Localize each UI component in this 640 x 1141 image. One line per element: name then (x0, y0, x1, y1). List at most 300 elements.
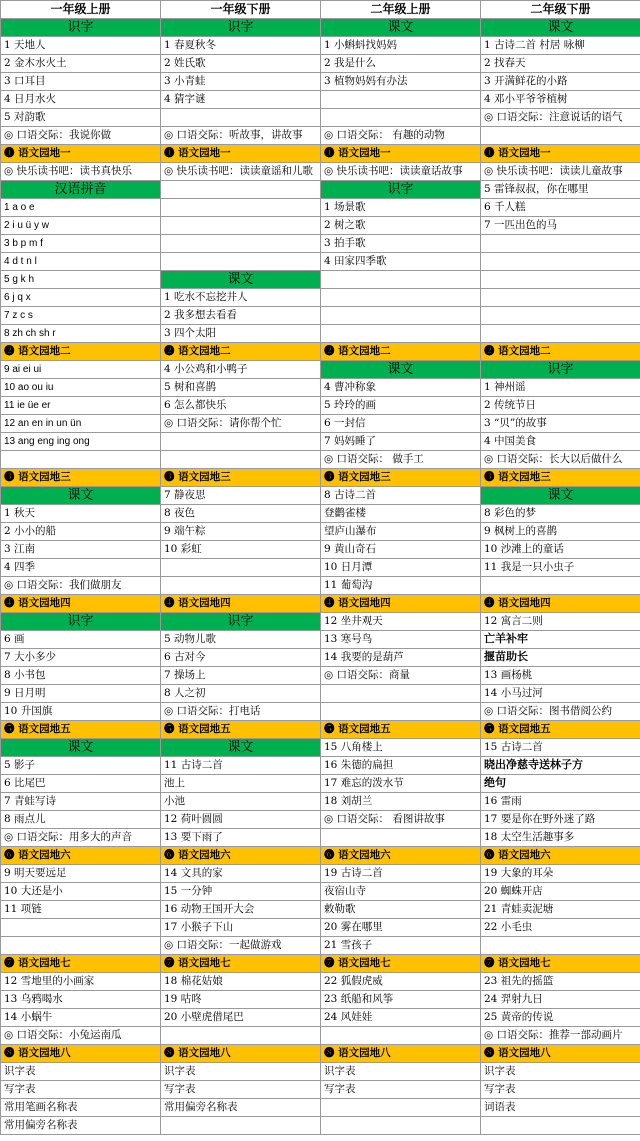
table-cell: 1 秋天 (1, 505, 161, 523)
table-cell: 25 黄帝的传说 (481, 1009, 640, 1027)
table-cell: 3 “贝”的故事 (481, 415, 640, 433)
table-cell: 6 古对今 (161, 649, 321, 667)
table-cell: 20 蜘蛛开店 (481, 883, 640, 901)
table-cell: 9 黄山奇石 (321, 541, 481, 559)
table-cell: 7 大小多少 (1, 649, 161, 667)
table-cell: 4 邓小平爷爷植树 (481, 91, 640, 109)
unit-garden-cell: ❼ 语文园地七 (161, 955, 321, 973)
table-cell: 识字表 (481, 1063, 640, 1081)
table-cell: 9 ai ei ui (1, 361, 161, 379)
table-cell: 9 枫树上的喜鹊 (481, 523, 640, 541)
table-cell: 11 项链 (1, 901, 161, 919)
table-cell (321, 289, 481, 307)
table-cell: ◎ 口语交际：小兔运南瓜 (1, 1027, 161, 1045)
table-row (1, 379, 640, 397)
table-row (1, 433, 640, 451)
table-cell: 23 纸船和风筝 (321, 991, 481, 1009)
table-row (1, 559, 640, 577)
section-header-cell: 识字 (321, 181, 481, 199)
table-cell: 1 神州谣 (481, 379, 640, 397)
unit-garden-cell: ❹ 语文园地四 (161, 595, 321, 613)
table-cell: 6 画 (1, 631, 161, 649)
table-cell: 写字表 (481, 1081, 640, 1099)
unit-garden-cell: ❷ 语文园地二 (161, 343, 321, 361)
unit-garden-cell: ❸ 语文园地三 (161, 469, 321, 487)
table-cell: 2 金木水火土 (1, 55, 161, 73)
table-row (1, 1027, 640, 1045)
table-cell: 14 文具的家 (161, 865, 321, 883)
table-row (1, 775, 640, 793)
table-row (1, 145, 640, 163)
table-cell (321, 1027, 481, 1045)
table-row (1, 865, 640, 883)
table-cell: 揠苗助长 (481, 649, 640, 667)
table-body (1, 1, 640, 1135)
unit-garden-cell: ❼ 语文园地七 (481, 955, 640, 973)
column-header: 一年级上册 (1, 1, 161, 19)
table-cell: 11 ie üe er (1, 397, 161, 415)
table-cell (321, 271, 481, 289)
table-cell: 16 动物王国开大会 (161, 901, 321, 919)
table-cell: 夜宿山寺 (321, 883, 481, 901)
table-cell (481, 937, 640, 955)
table-cell: 10 大还是小 (1, 883, 161, 901)
table-row (1, 685, 640, 703)
table-cell: 10 彩虹 (161, 541, 321, 559)
table-cell: 4 四季 (1, 559, 161, 577)
column-header: 一年级下册 (161, 1, 321, 19)
table-cell: 18 棉花姑娘 (161, 973, 321, 991)
table-cell: 3 b p m f (1, 235, 161, 253)
table-cell: 8 雨点儿 (1, 811, 161, 829)
section-header-cell: 识字 (1, 19, 161, 37)
table-cell: 词语表 (481, 1099, 640, 1117)
table-cell (481, 577, 640, 595)
table-cell: 7 z c s (1, 307, 161, 325)
table-row (1, 163, 640, 181)
table-cell: 16 朱德的扁担 (321, 757, 481, 775)
table-row (1, 55, 640, 73)
table-cell: 5 玲玲的画 (321, 397, 481, 415)
table-cell: ◎ 口语交际：注意说话的语气 (481, 109, 640, 127)
table-row (1, 595, 640, 613)
table-cell: 2 找春天 (481, 55, 640, 73)
table-row (1, 523, 640, 541)
table-cell: ◎ 口语交际：商量 (321, 667, 481, 685)
table-cell: 4 猜字谜 (161, 91, 321, 109)
table-cell: 写字表 (321, 1081, 481, 1099)
table-row (1, 325, 640, 343)
table-cell (161, 235, 321, 253)
table-cell: 14 我要的是葫芦 (321, 649, 481, 667)
table-row (1, 1063, 640, 1081)
unit-garden-cell: ❸ 语文园地三 (481, 469, 640, 487)
table-cell: 6 怎么都快乐 (161, 397, 321, 415)
table-cell: 3 四个太阳 (161, 325, 321, 343)
table-cell (1, 451, 161, 469)
table-cell: 5 g k h (1, 271, 161, 289)
table-cell: 1 春夏秋冬 (161, 37, 321, 55)
table-cell: 6 比尾巴 (1, 775, 161, 793)
table-cell: 1 天地人 (1, 37, 161, 55)
table-cell: 23 祖先的摇篮 (481, 973, 640, 991)
section-header-cell: 课文 (1, 487, 161, 505)
table-cell: 6 一封信 (321, 415, 481, 433)
table-cell: ◎ 快乐读书吧：读书真快乐 (1, 163, 161, 181)
table-cell: 池上 (161, 775, 321, 793)
table-cell: 15 八角楼上 (321, 739, 481, 757)
unit-garden-cell: ❷ 语文园地二 (481, 343, 640, 361)
table-row (1, 271, 640, 289)
table-cell: 4 中国美食 (481, 433, 640, 451)
table-cell: 常用偏旁名称表 (161, 1099, 321, 1117)
table-cell (481, 127, 640, 145)
table-cell (321, 703, 481, 721)
table-row (1, 721, 640, 739)
table-row (1, 109, 640, 127)
table-cell (161, 217, 321, 235)
table-row (1, 667, 640, 685)
table-row (1, 883, 640, 901)
table-row (1, 451, 640, 469)
table-row (1, 1081, 640, 1099)
table-cell: 13 寒号鸟 (321, 631, 481, 649)
table-row (1, 757, 640, 775)
section-header-cell: 课文 (161, 739, 321, 757)
unit-garden-cell: ❺ 语文园地五 (321, 721, 481, 739)
table-cell (1, 919, 161, 937)
section-header-cell: 汉语拼音 (1, 181, 161, 199)
table-row (1, 415, 640, 433)
table-cell: 24 羿射九日 (481, 991, 640, 1009)
table-row (1, 739, 640, 757)
table-cell: 5 对韵歌 (1, 109, 161, 127)
table-row (1, 919, 640, 937)
table-cell: 5 影子 (1, 757, 161, 775)
table-cell: 写字表 (161, 1081, 321, 1099)
table-cell: 22 小毛虫 (481, 919, 640, 937)
table-row (1, 829, 640, 847)
table-cell (481, 271, 640, 289)
table-row (1, 361, 640, 379)
table-cell (321, 829, 481, 847)
table-row (1, 127, 640, 145)
table-cell: 敕勒歌 (321, 901, 481, 919)
unit-garden-cell: ❶ 语文园地一 (161, 145, 321, 163)
section-header-cell: 识字 (161, 19, 321, 37)
table-cell: 绝句 (481, 775, 640, 793)
table-cell: 21 青蛙卖泥塘 (481, 901, 640, 919)
table-cell: 2 传统节日 (481, 397, 640, 415)
table-cell (161, 181, 321, 199)
table-cell (321, 1117, 481, 1135)
table-cell: 望庐山瀑布 (321, 523, 481, 541)
table-cell (481, 235, 640, 253)
table-cell: 13 ang eng ing ong (1, 433, 161, 451)
table-row (1, 505, 640, 523)
table-cell: 16 雷雨 (481, 793, 640, 811)
unit-garden-cell: ❷ 语文园地二 (1, 343, 161, 361)
table-cell (321, 1099, 481, 1117)
table-cell: 12 an en in un ün (1, 415, 161, 433)
unit-garden-cell: ❶ 语文园地一 (1, 145, 161, 163)
unit-garden-cell: ❹ 语文园地四 (321, 595, 481, 613)
table-cell: 12 雪地里的小画家 (1, 973, 161, 991)
table-cell (161, 433, 321, 451)
table-cell: 15 古诗二首 (481, 739, 640, 757)
table-cell: 识字表 (321, 1063, 481, 1081)
table-cell: 2 姓氏歌 (161, 55, 321, 73)
table-cell: 4 田家四季歌 (321, 253, 481, 271)
table-cell: 8 人之初 (161, 685, 321, 703)
table-cell: 19 大象的耳朵 (481, 865, 640, 883)
table-cell (321, 307, 481, 325)
table-cell: ◎ 口语交际：长大以后做什么 (481, 451, 640, 469)
table-row (1, 73, 640, 91)
table-cell: 登鹳雀楼 (321, 505, 481, 523)
table-cell: 9 日月明 (1, 685, 161, 703)
unit-garden-cell: ❶ 语文园地一 (481, 145, 640, 163)
table-row (1, 289, 640, 307)
table-cell: 22 狐假虎威 (321, 973, 481, 991)
table-cell (161, 1117, 321, 1135)
table-row (1, 397, 640, 415)
table-cell (481, 325, 640, 343)
unit-garden-cell: ❼ 语文园地七 (321, 955, 481, 973)
section-header-cell: 识字 (481, 361, 640, 379)
unit-garden-cell: ❺ 语文园地五 (481, 721, 640, 739)
table-cell: 4 d t n l (1, 253, 161, 271)
table-cell: 19 古诗二首 (321, 865, 481, 883)
unit-garden-cell: ❽ 语文园地八 (1, 1045, 161, 1063)
unit-garden-cell: ❽ 语文园地八 (481, 1045, 640, 1063)
table-cell: 15 一分钟 (161, 883, 321, 901)
table-cell: 4 小公鸡和小鸭子 (161, 361, 321, 379)
table-row (1, 91, 640, 109)
table-cell: 写字表 (1, 1081, 161, 1099)
table-row (1, 955, 640, 973)
table-cell: ◎ 口语交际：我说你做 (1, 127, 161, 145)
table-row (1, 1117, 640, 1135)
table-cell: 7 操场上 (161, 667, 321, 685)
table-cell: 19 咕咚 (161, 991, 321, 1009)
table-cell: 识字表 (161, 1063, 321, 1081)
table-row (1, 235, 640, 253)
table-cell: 18 太空生活趣事多 (481, 829, 640, 847)
table-cell (161, 559, 321, 577)
unit-garden-cell: ❷ 语文园地二 (321, 343, 481, 361)
table-cell: ◎ 口语交际：用多大的声音 (1, 829, 161, 847)
table-cell: ◎ 口语交际： 有趣的动物 (321, 127, 481, 145)
table-cell: 10 升国旗 (1, 703, 161, 721)
unit-garden-cell: ❺ 语文园地五 (1, 721, 161, 739)
table-row (1, 1045, 640, 1063)
unit-garden-cell: ❽ 语文园地八 (321, 1045, 481, 1063)
table-cell: 2 小小的船 (1, 523, 161, 541)
table-cell: 识字表 (1, 1063, 161, 1081)
table-cell: 1 a o e (1, 199, 161, 217)
table-cell: 9 端午粽 (161, 523, 321, 541)
table-cell: 9 明天要远足 (1, 865, 161, 883)
section-header-cell: 课文 (321, 19, 481, 37)
table-row (1, 217, 640, 235)
table-cell: 亡羊补牢 (481, 631, 640, 649)
table-cell (1, 937, 161, 955)
table-row (1, 631, 640, 649)
table-cell: 18 刘胡兰 (321, 793, 481, 811)
table-cell: 11 葡萄沟 (321, 577, 481, 595)
table-cell: 6 千人糕 (481, 199, 640, 217)
table-cell (481, 1117, 640, 1135)
table-cell: ◎ 快乐读书吧：读读童话故事 (321, 163, 481, 181)
table-row (1, 991, 640, 1009)
table-row (1, 19, 640, 37)
table-row (1, 901, 640, 919)
table-cell: 3 小青蛙 (161, 73, 321, 91)
table-cell: 4 日月水火 (1, 91, 161, 109)
column-header: 二年级上册 (321, 1, 481, 19)
table-cell: 3 拍手歌 (321, 235, 481, 253)
table-cell: 24 风娃娃 (321, 1009, 481, 1027)
table-cell: 11 古诗二首 (161, 757, 321, 775)
table-cell: 3 植物妈妈有办法 (321, 73, 481, 91)
table-cell: 17 难忘的泼水节 (321, 775, 481, 793)
table-cell: 7 妈妈睡了 (321, 433, 481, 451)
table-cell: 12 坐井观天 (321, 613, 481, 631)
table-cell: 13 乌鸦喝水 (1, 991, 161, 1009)
table-cell: 10 ao ou iu (1, 379, 161, 397)
table-cell: 7 静夜思 (161, 487, 321, 505)
table-cell: 2 i u ü y w (1, 217, 161, 235)
unit-garden-cell: ❹ 语文园地四 (481, 595, 640, 613)
table-cell: 2 我多想去看看 (161, 307, 321, 325)
table-row (1, 343, 640, 361)
table-cell: 13 要下雨了 (161, 829, 321, 847)
table-cell (161, 253, 321, 271)
table-cell: 21 雪孩子 (321, 937, 481, 955)
table-cell: 20 小壁虎借尾巴 (161, 1009, 321, 1027)
table-cell: ◎ 口语交际：打电话 (161, 703, 321, 721)
table-cell: 20 雾在哪里 (321, 919, 481, 937)
unit-garden-cell: ❽ 语文园地八 (161, 1045, 321, 1063)
table-cell: 14 小马过河 (481, 685, 640, 703)
table-row (1, 199, 640, 217)
table-row (1, 1009, 640, 1027)
section-header-cell: 课文 (321, 361, 481, 379)
unit-garden-cell: ❶ 语文园地一 (321, 145, 481, 163)
unit-garden-cell: ❻ 语文园地六 (161, 847, 321, 865)
table-cell: 常用笔画名称表 (1, 1099, 161, 1117)
table-cell (481, 307, 640, 325)
header-row (1, 1, 640, 19)
table-cell: 17 小猴子下山 (161, 919, 321, 937)
section-header-cell: 识字 (161, 613, 321, 631)
table-cell: 3 口耳目 (1, 73, 161, 91)
unit-garden-cell: ❻ 语文园地六 (1, 847, 161, 865)
table-row (1, 469, 640, 487)
table-cell: ◎ 口语交际：图书借阅公约 (481, 703, 640, 721)
table-cell: 2 树之歌 (321, 217, 481, 235)
table-cell: 7 青蛙写诗 (1, 793, 161, 811)
table-cell: 17 要是你在野外迷了路 (481, 811, 640, 829)
table-row (1, 703, 640, 721)
table-cell (321, 91, 481, 109)
table-cell (481, 289, 640, 307)
table-cell: 7 一匹出色的马 (481, 217, 640, 235)
table-cell: 小池 (161, 793, 321, 811)
table-cell: 1 古诗二首 村居 咏柳 (481, 37, 640, 55)
table-cell: 6 j q x (1, 289, 161, 307)
table-row (1, 577, 640, 595)
unit-garden-cell: ❻ 语文园地六 (321, 847, 481, 865)
table-cell (321, 685, 481, 703)
table-row (1, 973, 640, 991)
table-cell: 12 寓言二则 (481, 613, 640, 631)
table-row (1, 307, 640, 325)
table-cell: 10 沙滩上的童话 (481, 541, 640, 559)
table-cell: ◎ 快乐读书吧：读读儿童故事 (481, 163, 640, 181)
table-cell: 12 荷叶圆圆 (161, 811, 321, 829)
table-cell: 3 江南 (1, 541, 161, 559)
table-row (1, 37, 640, 55)
table-row (1, 613, 640, 631)
table-cell: ◎ 口语交际：听故事，讲故事 (161, 127, 321, 145)
table-cell: ◎ 口语交际：一起做游戏 (161, 937, 321, 955)
unit-garden-cell: ❼ 语文园地七 (1, 955, 161, 973)
unit-garden-cell: ❺ 语文园地五 (161, 721, 321, 739)
table-cell: ◎ 口语交际：推荐一部动画片 (481, 1027, 640, 1045)
table-row (1, 811, 640, 829)
table-row (1, 937, 640, 955)
table-row (1, 541, 640, 559)
table-cell: 8 小书包 (1, 667, 161, 685)
table-cell: 晓出净慈寺送林子方 (481, 757, 640, 775)
unit-garden-cell: ❸ 语文园地三 (321, 469, 481, 487)
table-cell: 8 zh ch sh r (1, 325, 161, 343)
table-cell: ◎ 口语交际： 看图讲故事 (321, 811, 481, 829)
table-cell: 常用偏旁名称表 (1, 1117, 161, 1135)
table-row (1, 649, 640, 667)
table-cell (161, 199, 321, 217)
table-cell: 8 古诗二首 (321, 487, 481, 505)
table-cell: 5 动物儿歌 (161, 631, 321, 649)
table-row (1, 847, 640, 865)
table-cell: 4 曹冲称象 (321, 379, 481, 397)
table-cell: 5 雷锋叔叔，你在哪里 (481, 181, 640, 199)
table-row (1, 253, 640, 271)
section-header-cell: 课文 (1, 739, 161, 757)
table-cell: 14 小蜗牛 (1, 1009, 161, 1027)
section-header-cell: 课文 (481, 487, 640, 505)
table-cell (481, 253, 640, 271)
table-cell: 13 画杨桃 (481, 667, 640, 685)
table-row (1, 181, 640, 199)
table-cell: ◎ 口语交际： 做手工 (321, 451, 481, 469)
table-cell (321, 109, 481, 127)
table-cell: 8 彩色的梦 (481, 505, 640, 523)
table-row (1, 487, 640, 505)
table-row (1, 1099, 640, 1117)
table-cell (161, 1027, 321, 1045)
table-cell: 1 吃水不忘挖井人 (161, 289, 321, 307)
table-cell (321, 325, 481, 343)
table-cell (161, 577, 321, 595)
table-cell: 8 夜色 (161, 505, 321, 523)
table-cell: ◎ 快乐读书吧：读读童谣和儿歌 (161, 163, 321, 181)
table-cell: ◎ 口语交际：我们做朋友 (1, 577, 161, 595)
table-cell: 11 我是一只小虫子 (481, 559, 640, 577)
table-cell: 3 开满鲜花的小路 (481, 73, 640, 91)
